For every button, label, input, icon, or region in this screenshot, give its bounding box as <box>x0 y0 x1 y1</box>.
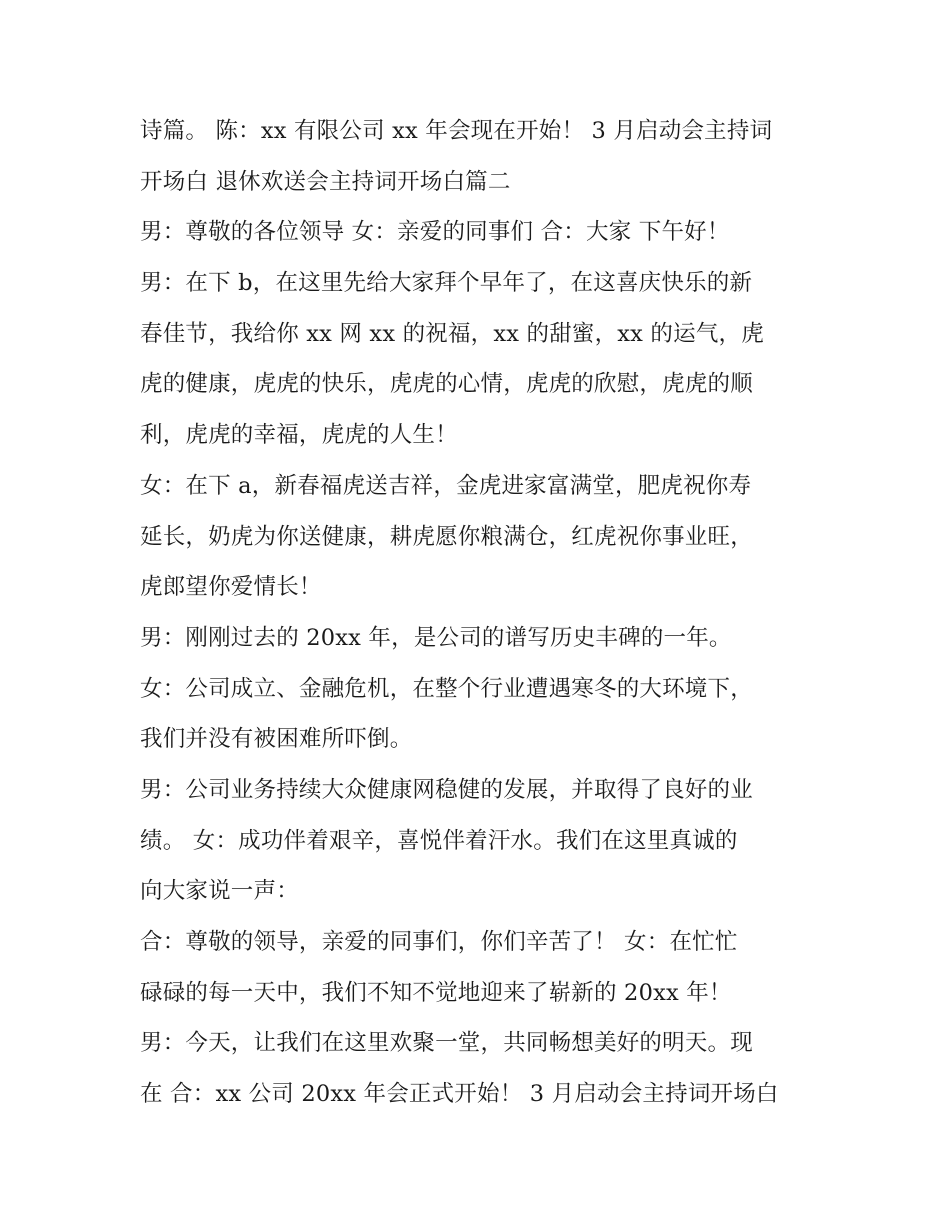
text-line: 在 合：xx 公司 20xx 年会正式开始！ 3 月启动会主持词开场白 <box>140 1081 779 1108</box>
text-line: 延长，奶虎为你送健康，耕虎愿你粮满仓，红虎祝你事业旺， <box>140 523 753 550</box>
text-line: 虎的健康，虎虎的快乐，虎虎的心情，虎虎的欣慰，虎虎的顺 <box>140 371 753 398</box>
text-line: 绩。 女：成功伴着艰辛，喜悦伴着汗水。我们在这里真诚的 <box>140 827 738 854</box>
text-line: 女：公司成立、金融危机，在整个行业遭遇寒冬的大环境下， <box>140 675 753 702</box>
text-line: 合：尊敬的领导，亲爱的同事们，你们辛苦了！ 女：在忙忙 <box>140 929 738 955</box>
text-line: 我们并没有被困难所吓倒。 <box>140 726 413 753</box>
text-line: 女：在下 a，新春福虎送吉祥，金虎进家富满堂，肥虎祝你寿 <box>140 472 752 499</box>
text-line: 虎郎望你爱情长！ <box>140 574 322 601</box>
text-line: 男：公司业务持续大众健康网稳健的发展，并取得了良好的业 <box>140 776 753 803</box>
text-line: 碌碌的每一天中，我们不知不觉地迎来了崭新的 20xx 年！ <box>140 979 732 1006</box>
text-line: 开场白 退休欢送会主持词开场白篇二 <box>140 168 511 195</box>
text-line: 男：在下 b，在这里先给大家拜个早年了，在这喜庆快乐的新 <box>140 270 753 297</box>
text-line: 男：刚刚过去的 20xx 年，是公司的谱写历史丰碑的一年。 <box>140 624 732 651</box>
document-body <box>140 106 820 1120</box>
text-line: 诗篇。 陈：xx 有限公司 xx 年会现在开始！ 3 月启动会主持词 <box>140 118 773 144</box>
text-line: 春佳节，我给你 xx 网 xx 的祝福，xx 的甜蜜，xx 的运气，虎 <box>140 320 764 347</box>
text-line: 向大家说一声： <box>140 878 299 905</box>
text-line: 利，虎虎的幸福，虎虎的人生！ <box>140 422 458 449</box>
text-line: 男：今天，让我们在这里欢聚一堂，共同畅想美好的明天。现 <box>140 1030 753 1057</box>
text-line: 男：尊敬的各位领导 女：亲爱的同事们 合：大家 下午好！ <box>140 219 730 246</box>
